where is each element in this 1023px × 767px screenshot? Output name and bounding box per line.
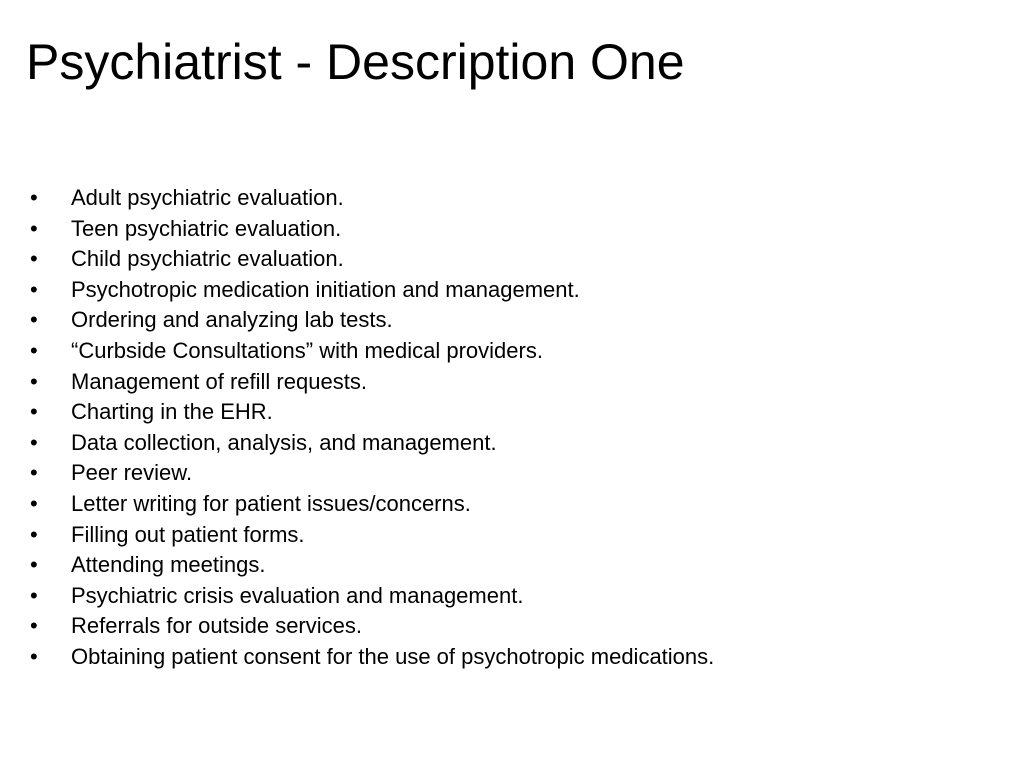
bullet-text: Letter writing for patient issues/concerns. (71, 490, 471, 516)
bullet-text: Psychotropic medication initiation and management. (71, 276, 580, 302)
bullet-text: Referrals for outside services. (71, 613, 362, 639)
bullet-text: Child psychiatric evaluation. (71, 246, 344, 272)
bullet-marker: • (30, 643, 38, 669)
bullet-text: Data collection, analysis, and management. (71, 429, 497, 455)
bullet-marker: • (30, 552, 38, 578)
bullet-marker: • (30, 613, 38, 639)
bullet-marker: • (30, 399, 38, 425)
bullet-text: Management of refill requests. (71, 368, 367, 394)
bullet-text: Teen psychiatric evaluation. (71, 215, 342, 241)
bullet-text: Filling out patient forms. (71, 521, 305, 547)
bullet-text: Adult psychiatric evaluation. (71, 185, 344, 210)
slide-title: Psychiatrist - Description One (26, 34, 685, 90)
bullet-marker: • (30, 368, 38, 394)
bullet-marker: • (30, 490, 38, 516)
bullet-marker: • (30, 521, 38, 547)
bullet-text: Obtaining patient consent for the use of psychotropic medications. (71, 643, 715, 669)
bullet-marker: • (30, 582, 38, 608)
bullet-text: Attending meetings. (71, 552, 266, 578)
bullet-text: Ordering and analyzing lab tests. (71, 307, 393, 333)
bullet-marker: • (30, 307, 38, 333)
bullet-marker: • (30, 185, 38, 210)
bullet-marker: • (30, 246, 38, 272)
bullet-text: Charting in the EHR. (71, 399, 273, 425)
bullet-text: Psychiatric crisis evaluation and management. (71, 582, 524, 608)
bullet-marker: • (30, 429, 38, 455)
bullet-marker: • (30, 215, 38, 241)
bullet-marker: • (30, 276, 38, 302)
bullet-text: Peer review. (71, 460, 193, 486)
bullet-marker: • (30, 337, 38, 363)
bullet-text: “Curbside Consultations” with medical providers. (71, 337, 543, 363)
bullet-marker: • (30, 460, 38, 486)
